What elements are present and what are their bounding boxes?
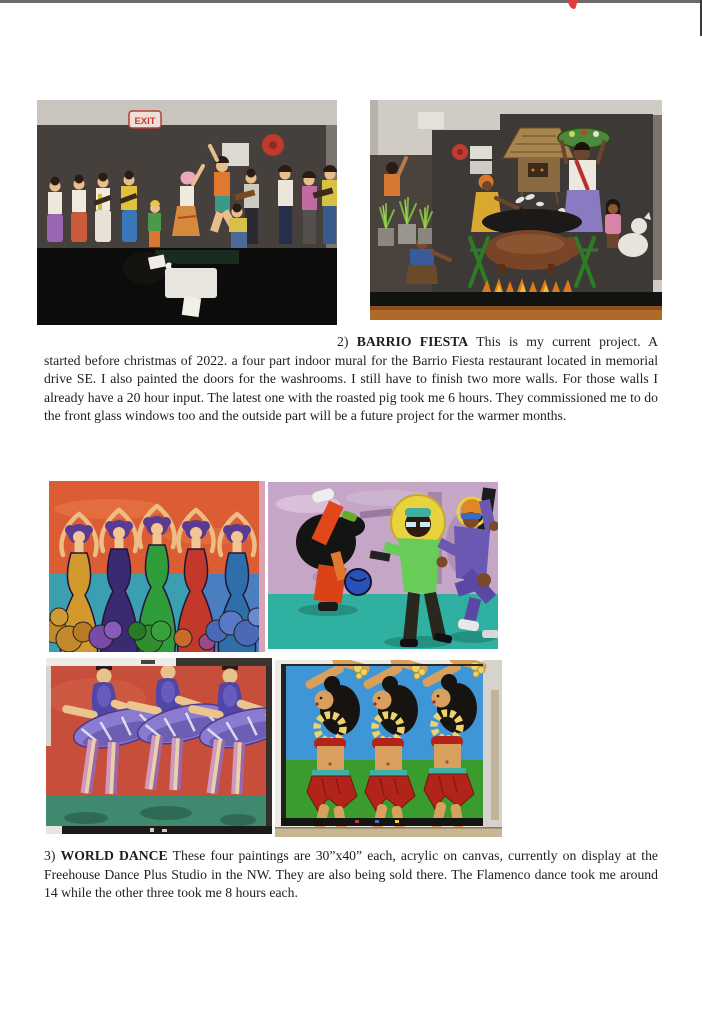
world-dance-body-text: These four paintings are 30”x40” each, acrylic on canvas, currently on display at the Freehouse Dance Plus Studio in the NW. They are also being sold there. The Flamenco dance took me around 14 while the other three took me 8 hours each. [44, 848, 659, 901]
world-dance-item-number: 3) [44, 848, 61, 863]
world-dance-paragraph [44, 847, 658, 903]
fiesta-mural-photo [370, 100, 662, 320]
barrio-fiesta-paragraph [44, 333, 658, 426]
barrio-title: BARRIO FIESTA [356, 334, 469, 349]
hiphop-painting [268, 482, 498, 649]
exit-sign [129, 111, 161, 128]
fire-bell-icon [262, 134, 284, 156]
barrio-item-number: 2) [337, 334, 357, 349]
red-pen-mark [565, 0, 579, 10]
world-dance-title: WORLD DANCE [60, 848, 168, 863]
hula-painting [275, 660, 502, 837]
ballet-painting [46, 658, 272, 834]
barrio-body-text: This is my current project. A started before christmas of 2022. a four part indoor mural for the Barrio Fiesta restaurant located in memorial drive SE. I also painted the doors for the washrooms. I still have to finish two more walls. For those walls I already have a 20 hour input. The latest one with the roasted pig took me 6 hours. They commissioned me to do the front glass windows too and the outside part will be a future project for the warmer months. [44, 334, 658, 424]
exit-sign-text: EXIT [134, 116, 156, 127]
musicians-mural-photo [37, 100, 337, 325]
fire-bell-icon [452, 144, 468, 160]
page-top-border [0, 0, 702, 3]
flamenco-painting [49, 481, 265, 652]
